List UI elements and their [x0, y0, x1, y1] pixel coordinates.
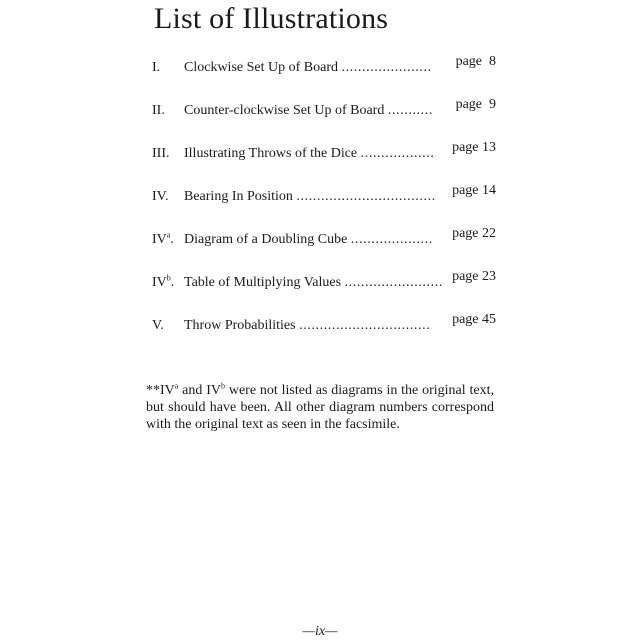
entry-page: page 8: [455, 54, 496, 69]
list-item: [152, 140, 496, 183]
list-item: [152, 54, 496, 97]
list-item: [152, 97, 496, 140]
entry-number: II.: [152, 103, 165, 118]
entry-number: V.: [152, 318, 164, 333]
entry-number: I.: [152, 60, 161, 75]
list-item: [152, 226, 496, 269]
entry-page: page 22: [452, 226, 496, 241]
entry-label: Bearing In Position ..................................: [184, 189, 436, 204]
footnote: $**IV^a$ and $IV^b$ were not listed as diagrams in the original text, but should have been. All other diagram numbers correspond with the original text as seen in the facsimile.: [146, 381, 494, 432]
entry-label: Table of Multiplying Values ........................: [184, 275, 443, 290]
entry-label: Throw Probabilities ................................: [184, 318, 431, 333]
entry-page: page 9: [455, 97, 496, 112]
entry-label: Counter-clockwise Set Up of Board ...........: [184, 103, 433, 118]
page-number: —ix—: [302, 624, 338, 639]
entry-label: Illustrating Throws of the Dice ..................: [184, 146, 435, 161]
entry-number: III.: [152, 146, 170, 161]
entry-page: page 13: [452, 140, 496, 155]
entry-number: IV.: [152, 189, 169, 204]
entry-label: Clockwise Set Up of Board ......................: [184, 60, 432, 75]
illustrations-list: [152, 54, 496, 355]
entry-label: Diagram of a Doubling Cube ....................: [184, 232, 433, 247]
entry-page: page 23: [452, 269, 496, 284]
list-item: [152, 183, 496, 226]
entry-number: $IV^a$.: [152, 230, 174, 247]
entry-number: $IV^b$.: [152, 273, 175, 290]
entry-page: page 45: [452, 312, 496, 327]
list-item: [152, 269, 496, 312]
entry-page: page 14: [452, 183, 496, 198]
list-item: [152, 312, 496, 355]
page-title: List of Illustrations: [154, 2, 389, 35]
